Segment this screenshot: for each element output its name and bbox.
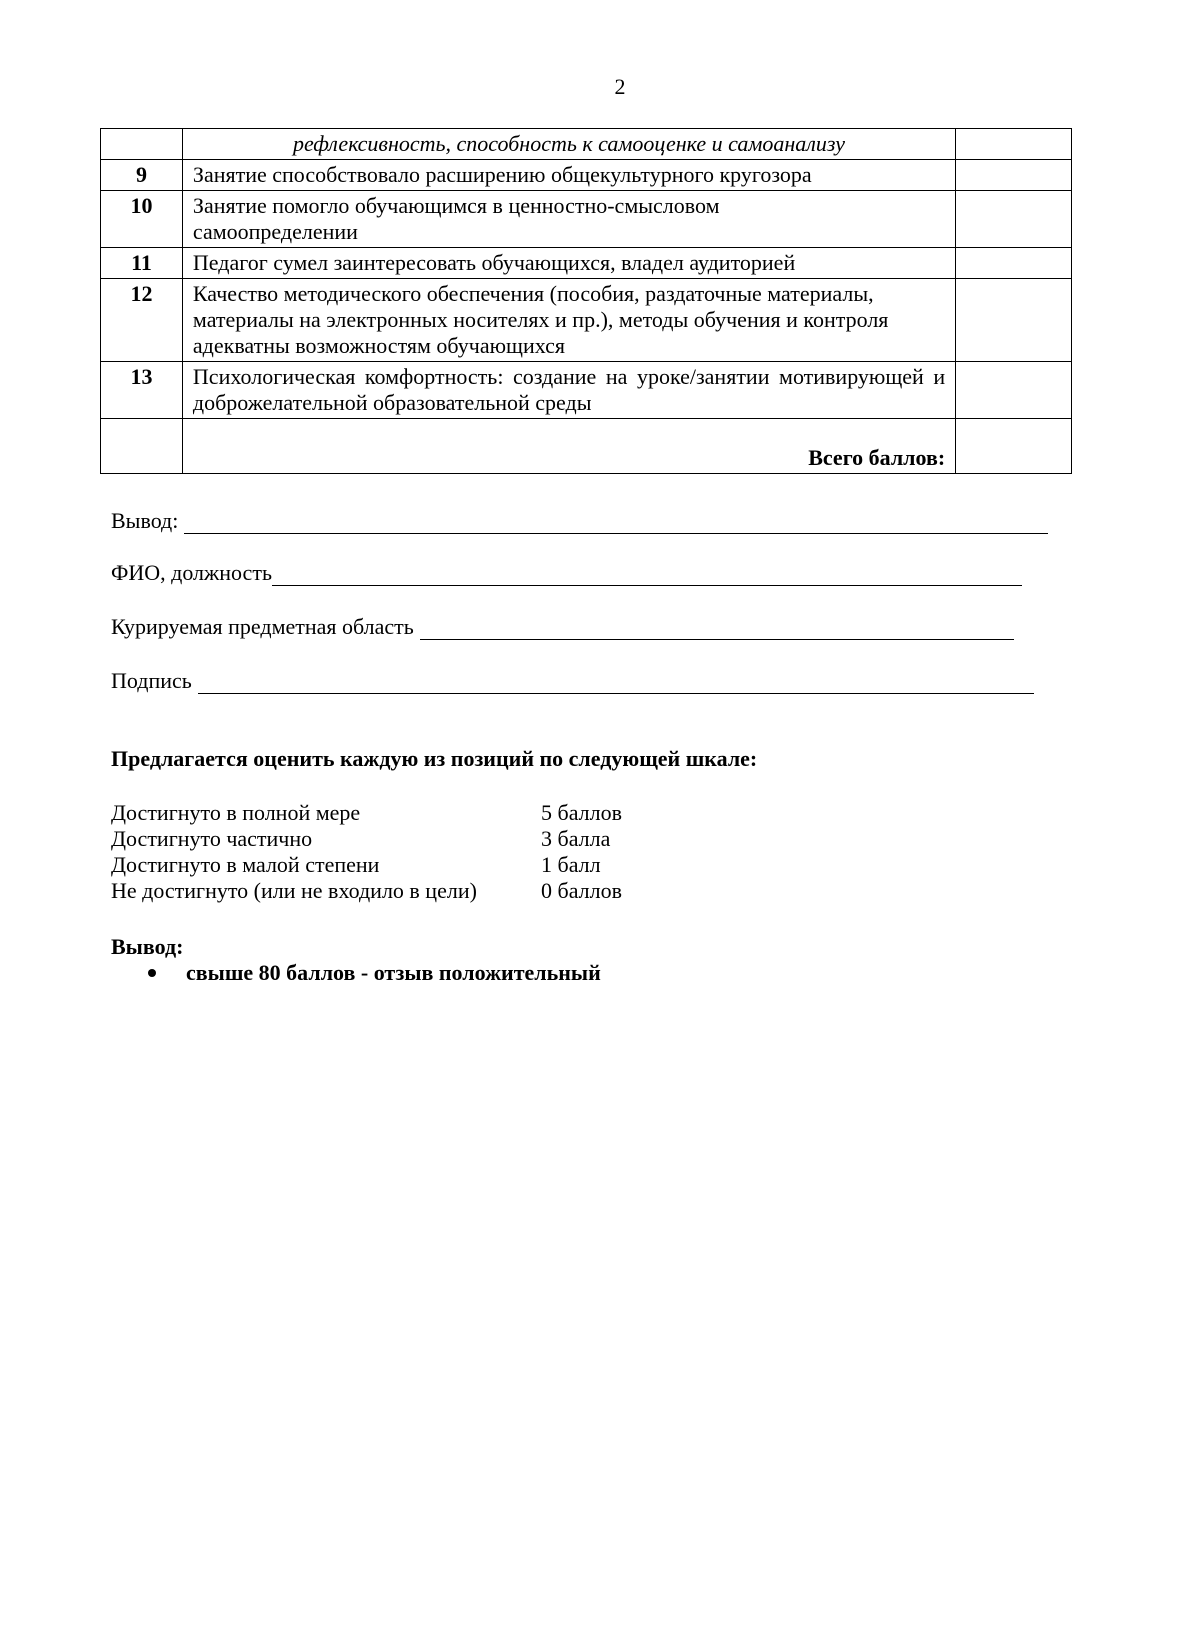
scale-row (111, 800, 622, 826)
table-row (101, 248, 1072, 279)
score-cell[interactable] (956, 248, 1072, 279)
row-number (101, 129, 183, 160)
table-row (101, 160, 1072, 191)
subject-area-field (111, 614, 1014, 640)
criteria-table (100, 128, 1072, 474)
signature-field-line[interactable] (198, 673, 1034, 694)
score-cell[interactable] (956, 129, 1072, 160)
scale-heading: Предлагается оценить каждую из позиций по следующей шкале: (111, 746, 758, 771)
table-row (101, 129, 1072, 160)
score-cell[interactable] (956, 160, 1072, 191)
scale-label: Достигнуто частично (111, 826, 313, 851)
conclusion-field-label: Вывод: (111, 508, 179, 533)
total-row (101, 419, 1072, 474)
table-row (101, 362, 1072, 419)
scale-label: Достигнуто в полной мере (111, 800, 361, 825)
criterion-text: рефлексивность, способность к самооценке и самоанализу (182, 129, 955, 160)
row-number: 11 (101, 248, 183, 279)
scale-row (111, 826, 622, 852)
name-position-field (111, 560, 1022, 586)
conclusion-field-line[interactable] (184, 513, 1048, 534)
subject-area-field-label: Курируемая предметная область (111, 614, 414, 639)
score-cell[interactable] (956, 279, 1072, 362)
total-label: Всего баллов: (182, 419, 955, 474)
conclusion-field (111, 508, 1048, 534)
row-number: 9 (101, 160, 183, 191)
table-row (101, 191, 1072, 248)
scale-label: Достигнуто в малой степени (111, 852, 380, 877)
row-number: 13 (101, 362, 183, 419)
row-number: 10 (101, 191, 183, 248)
scale-points: 5 баллов (541, 800, 622, 825)
table-row (101, 279, 1072, 362)
criterion-text: Занятие способствовало расширению общекультурного кругозора (182, 160, 955, 191)
scale-label: Не достигнуто (или не входило в цели) (111, 878, 477, 903)
scale-points: 1 балл (541, 852, 601, 877)
bullet-icon (148, 969, 156, 977)
criterion-text: Качество методического обеспечения (пособия, раздаточные материалы, материалы на электронных носителях и пр.), методы обучения и контроля адекватны возможностям обучающихся (182, 279, 955, 362)
subject-area-field-line[interactable] (420, 619, 1014, 640)
page-number: 2 (614, 74, 626, 99)
criterion-text: Психологическая комфортность: создание на уроке/занятии мотивирующей и доброжелательной образовательной среды (182, 362, 955, 419)
row-number: 12 (101, 279, 183, 362)
name-position-field-line[interactable] (272, 565, 1022, 586)
scale-points: 3 балла (541, 826, 611, 851)
scale-list (111, 800, 622, 904)
total-score-cell[interactable] (956, 419, 1072, 474)
signature-field (111, 668, 1034, 694)
scale-row (111, 852, 622, 878)
conclusion-heading: Вывод: (111, 934, 184, 959)
conclusion-item-text: свыше 80 баллов - отзыв положительный (186, 960, 601, 985)
name-position-field-label: ФИО, должность (111, 560, 272, 585)
conclusion-list-item (148, 960, 601, 986)
scale-points: 0 баллов (541, 878, 622, 903)
signature-field-label: Подпись (111, 668, 192, 693)
scale-row (111, 878, 622, 904)
total-empty-cell (101, 419, 183, 474)
criterion-text: Педагог сумел заинтересовать обучающихся, владел аудиторией (182, 248, 955, 279)
score-cell[interactable] (956, 191, 1072, 248)
criterion-text: Занятие помогло обучающимся в ценностно-смысловом самоопределении (182, 191, 955, 248)
score-cell[interactable] (956, 362, 1072, 419)
